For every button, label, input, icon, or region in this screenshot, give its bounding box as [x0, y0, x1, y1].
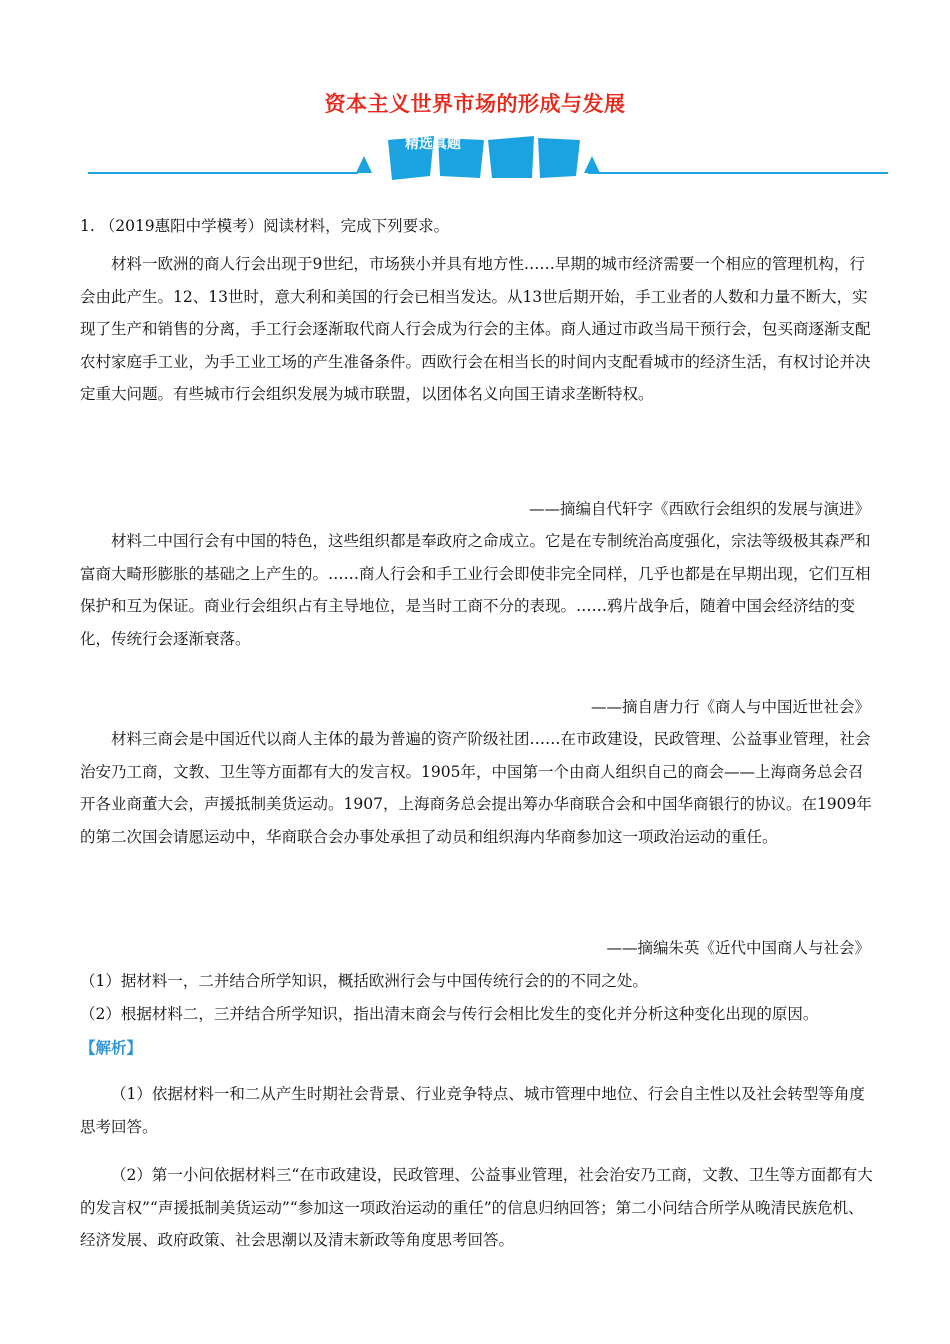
analysis-heading: 【解析】 — [80, 1039, 143, 1057]
source-3: ——摘编朱英《近代中国商人与社会》 — [606, 939, 870, 957]
question-stem: 1. （2019惠阳中学模考）阅读材料，完成下列要求。 — [80, 217, 450, 235]
analysis-2: （2）第一小问依据材料三“在市政建设，民政管理、公益事业管理，社会治安乃工商，文教、卫生等方面都有大的发言权”“声援抵制美货运动”“参加这一项政治运动的重任”的信息归纳回答；第二小问结合所学从晚清民族危机、经济发展、政府政策、社会思潮以及清末新政等角度思考回答。 — [80, 1166, 873, 1250]
question-1: （1）据材料一，二并结合所学知识，概括欧洲行会与中国传统行会的的不同之处。 — [80, 972, 648, 990]
section-banner — [88, 128, 888, 188]
material-3: 材料三商会是中国近代以商人主体的最为普遍的资产阶级社团……在市政建设，民政管理、公益事业管理，社会治安乃工商，文教、卫生等方面都有大的发言权。1905年，中国第一个由商人组织自己的商会——上海商务总会召开各业商董大会，声援抵制美货运动。1907，上海商务总会提出筹办华商联合会和中国华商银行的协议。在1909年的第二次国会请愿运动中，华商联合会办事处承担了动员和组织海内华商参加这一项政治运动的重任。 — [80, 730, 872, 846]
banner-label: 精选真题 — [405, 136, 461, 152]
page-title: 资本主义世界市场的形成与发展 — [324, 92, 626, 116]
material-2: 材料二中国行会有中国的特色，这些组织都是奉政府之命成立。它是在专制统治高度强化，宗法等级极其森严和富商大畸形膨胀的基础之上产生的。……商人行会和手工业行会即使非完全同样，几乎也都是在早期出现，它们互相保护和互为保证。商业行会组织占有主导地位，是当时工商不分的表现。……鸦片战争后，随着中国会经济结的变化，传统行会逐渐衰落。 — [80, 532, 871, 648]
source-1: ——摘编自代轩字《西欧行会组织的发展与演进》 — [528, 500, 870, 518]
analysis-1: （1）依据材料一和二从产生时期社会背景、行业竞争特点、城市管理中地位、行会自主性以及社会转型等角度思考回答。 — [80, 1085, 865, 1136]
source-2: ——摘自唐力行《商人与中国近世社会》 — [590, 698, 870, 716]
question-2: （2）根据材料二，三并结合所学知识，指出清末商会与传行会相比发生的变化并分析这种变化出现的原因。 — [80, 1005, 819, 1023]
material-1: 材料一欧洲的商人行会出现于9世纪，市场狭小并具有地方性……早期的城市经济需要一个相应的管理机构，行会由此产生。12、13世时，意大利和美国的行会已相当发达。从13世后期开始，手工业者的人数和力量不断大，实现了生产和销售的分离，手工行会逐渐取代商人行会成为行会的主体。商人通过市政当局干预行会，包买商逐渐支配农村家庭手工业，为手工业工场的产生准备条件。西欧行会在相当长的时间内支配看城市的经济生活，有权讨论并决定重大问题。有些城市行会组织发展为城市联盟，以团体名义向国王请求垄断特权。 — [80, 255, 871, 404]
